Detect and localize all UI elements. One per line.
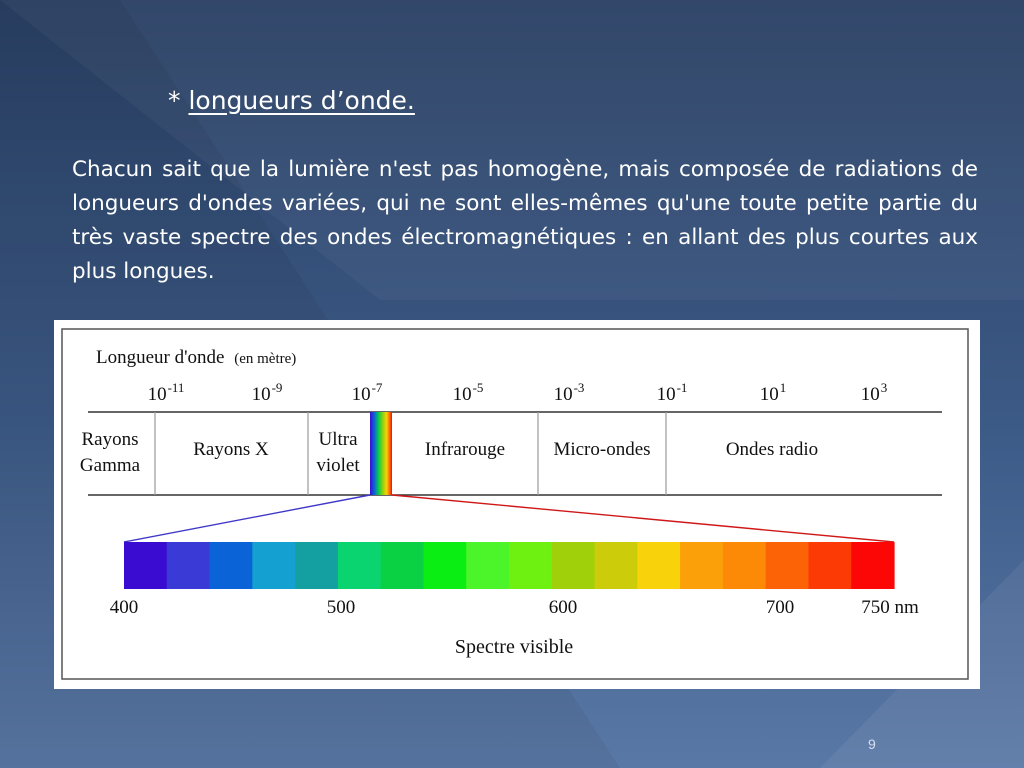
spectrum-cell bbox=[637, 542, 680, 589]
spectrum-cell bbox=[124, 542, 167, 589]
title-text: longueurs d’onde. bbox=[188, 86, 415, 115]
band-label-uv-1: Ultra bbox=[318, 429, 358, 450]
scale-label: $10^{-7}$ bbox=[351, 380, 383, 405]
visible-tick-400: 400 bbox=[109, 597, 139, 618]
title-bullet: * bbox=[168, 86, 181, 115]
spectrum-cell bbox=[808, 542, 851, 589]
scale-label: $10^3$ bbox=[860, 380, 888, 405]
spectrum-cell bbox=[466, 542, 509, 589]
visible-spectrum-caption: Spectre visible bbox=[454, 636, 574, 658]
visible-tick-700: 700 bbox=[765, 597, 795, 618]
wavelength-heading: Longueur d'onde (en mètre) bbox=[96, 347, 297, 368]
scale-label: $10^{-5}$ bbox=[452, 380, 484, 405]
figure-frame bbox=[62, 329, 968, 679]
spectrum-cell bbox=[167, 542, 210, 589]
scale-label: $10^{-3}$ bbox=[553, 380, 585, 405]
spectrum-cell bbox=[423, 542, 466, 589]
spectrum-figure bbox=[54, 320, 980, 689]
band-label-xray: Rayons X bbox=[193, 439, 269, 460]
spectrum-cell bbox=[509, 542, 552, 589]
visible-tick-600: 600 bbox=[548, 597, 578, 618]
spectrum-cell bbox=[851, 542, 894, 589]
scale-labels bbox=[148, 380, 888, 405]
body-paragraph: Chacun sait que la lumière n'est pas homogène, mais composée de radiations de longueurs d'ondes variées, qui ne sont elles-mêmes qu'une toute petite partie du très vaste spectre des ondes électromagnétiques : en allant des plus courtes aux plus longues. bbox=[72, 157, 978, 284]
spectrum-cell bbox=[210, 542, 253, 589]
band-label-microwave: Micro-ondes bbox=[553, 439, 651, 460]
scale-label: $10^{-1}$ bbox=[656, 380, 688, 405]
spectrum-cell bbox=[723, 542, 766, 589]
spectrum-cell bbox=[595, 542, 638, 589]
visible-band-strip bbox=[370, 412, 392, 495]
band-label-gamma-1: Rayons bbox=[81, 429, 139, 450]
spectrum-cell bbox=[338, 542, 381, 589]
spectrum-cell bbox=[552, 542, 595, 589]
scale-label: $10^{-9}$ bbox=[251, 380, 283, 405]
visible-spectrum-bar bbox=[124, 542, 895, 589]
band-label-uv-2: violet bbox=[316, 455, 360, 476]
scale-label: $10^{-11}$ bbox=[147, 380, 185, 405]
spectrum-cell bbox=[680, 542, 723, 589]
spectrum-cell bbox=[381, 542, 424, 589]
visible-tick-750: 750 nm bbox=[861, 597, 919, 618]
spectrum-cell bbox=[766, 542, 809, 589]
visible-tick-500: 500 bbox=[326, 597, 356, 618]
zoom-line-violet bbox=[124, 495, 370, 542]
scale-label: $10^1$ bbox=[759, 380, 787, 405]
band-label-radio: Ondes radio bbox=[725, 439, 819, 460]
spectrum-cell bbox=[252, 542, 295, 589]
zoom-line-red bbox=[392, 495, 894, 542]
spectrum-diagram bbox=[54, 320, 980, 689]
band-label-gamma-2: Gamma bbox=[79, 455, 141, 476]
spectrum-cell bbox=[295, 542, 338, 589]
band-label-infrared: Infrarouge bbox=[424, 439, 506, 460]
page-number: 9 bbox=[868, 736, 876, 752]
slide-title bbox=[168, 86, 415, 115]
